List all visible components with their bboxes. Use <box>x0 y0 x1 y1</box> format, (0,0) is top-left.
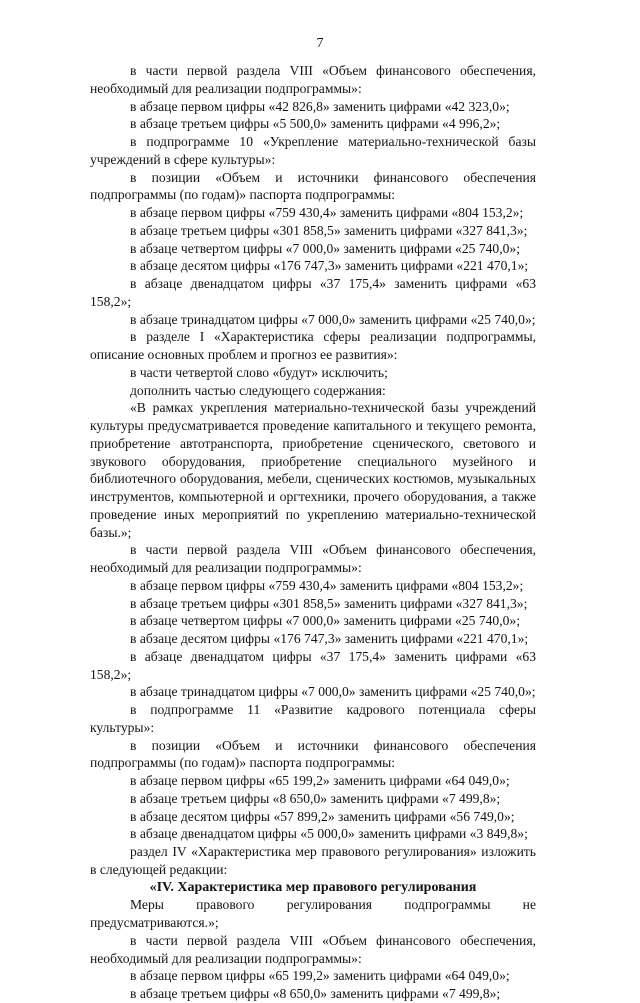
paragraph: раздел IV «Характеристика мер правового регулирования» изложить в следующей редакции: <box>90 844 536 877</box>
paragraph: в части четвертой слово «будут» исключить; <box>130 364 388 380</box>
paragraph: Меры правового регулирования подпрограммы не предусматриваются.»; <box>90 897 536 930</box>
section-heading: «IV. Характеристика мер правового регулирования <box>149 879 477 895</box>
paragraph: в абзаце десятом цифры «176 747,3» заменить цифрами «221 470,1»; <box>130 631 529 646</box>
paragraph: в абзаце третьем цифры «8 650,0» заменить цифрами «7 499,8»; <box>130 986 501 1001</box>
paragraph: в абзаце третьем цифры «5 500,0» заменить цифрами «4 996,2»; <box>130 116 501 132</box>
paragraph: в абзаце четвертом цифры «7 000,0» заменить цифрами «25 740,0»; <box>130 613 520 629</box>
paragraph: в части первой раздела VIII «Объем финансового обеспечения, необходимый для реализации подпрограммы»: <box>90 63 536 96</box>
paragraph: в абзаце десятом цифры «57 899,2» заменить цифрами «56 749,0»; <box>130 808 515 824</box>
paragraph: в абзаце первом цифры «759 430,4» заменить цифрами «804 153,2»; <box>130 577 524 593</box>
paragraph: в абзаце двенадцатом цифры «5 000,0» заменить цифрами «3 849,8»; <box>130 826 528 842</box>
paragraph: в абзаце первом цифры «42 826,8» заменить цифрами «42 323,0»; <box>130 98 510 114</box>
paragraph: в абзаце третьем цифры «301 858,5» заменить цифрами «327 841,3»; <box>130 222 528 238</box>
paragraph: в абзаце двенадцатом цифры «37 175,4» заменить цифрами «63 158,2»; <box>90 276 536 309</box>
paragraph: в позиции «Объем и источники финансового обеспечения подпрограммы (по годам)» паспорта подпрограммы: <box>90 737 536 771</box>
paragraph: в подпрограмме 10 «Укрепление материально-технической базы учреждений в сфере культуры»: <box>90 134 536 167</box>
paragraph: в абзаце десятом цифры «176 747,3» заменить цифрами «221 470,1»; <box>130 258 529 274</box>
paragraph: в абзаце первом цифры «759 430,4» заменить цифрами «804 153,2»; <box>130 205 524 220</box>
paragraph: в позиции «Объем и источники финансового обеспечения подпрограммы (по годам)» паспорта подпрограммы: <box>90 169 536 203</box>
paragraph: «В рамках укрепления материально-технической базы учреждений культуры предусматривается проведение капитального и текущего ремонта, приобретение автотранспорта, приобретение сценического, светового и звукового оборудования, приобретение специального музейного и библиотечного оборудования, мебели, сценических костюмов, музыкальных инструментов, компьютерной и оргтехники, прочего оборудования, а также проведение иных мероприятий по укреплению материально-технической базы.»; <box>90 400 536 540</box>
paragraph: в части первой раздела VIII «Объем финансового обеспечения, необходимый для реализации подпрограммы»: <box>90 932 536 966</box>
paragraph: в абзаце двенадцатом цифры «37 175,4» заменить цифрами «63 158,2»; <box>90 648 536 682</box>
paragraph: в абзаце четвертом цифры «7 000,0» заменить цифрами «25 740,0»; <box>130 240 520 256</box>
paragraph: дополнить частью следующего содержания: <box>130 382 386 398</box>
paragraph: в абзаце первом цифры «65 199,2» заменить цифрами «64 049,0»; <box>130 773 510 788</box>
paragraph: в абзаце первом цифры «65 199,2» заменить цифрами «64 049,0»; <box>130 968 510 984</box>
paragraph: в подпрограмме 11 «Развитие кадрового потенциала сферы культуры»: <box>90 702 536 735</box>
paragraph: в абзаце тринадцатом цифры «7 000,0» заменить цифрами «25 740,0»; <box>130 311 536 327</box>
page-number: 7 <box>316 36 324 51</box>
paragraph: в разделе I «Характеристика сферы реализации подпрограммы, описание основных проблем и прогноз ее развития»: <box>90 329 536 362</box>
paragraph: в абзаце тринадцатом цифры «7 000,0» заменить цифрами «25 740,0»; <box>130 684 536 700</box>
paragraph: в абзаце третьем цифры «301 858,5» заменить цифрами «327 841,3»; <box>130 595 528 611</box>
document-body <box>90 62 536 1003</box>
paragraph: в абзаце третьем цифры «8 650,0» заменить цифрами «7 499,8»; <box>130 790 501 806</box>
paragraph: в части первой раздела VIII «Объем финансового обеспечения, необходимый для реализации подпрограммы»: <box>90 542 536 575</box>
